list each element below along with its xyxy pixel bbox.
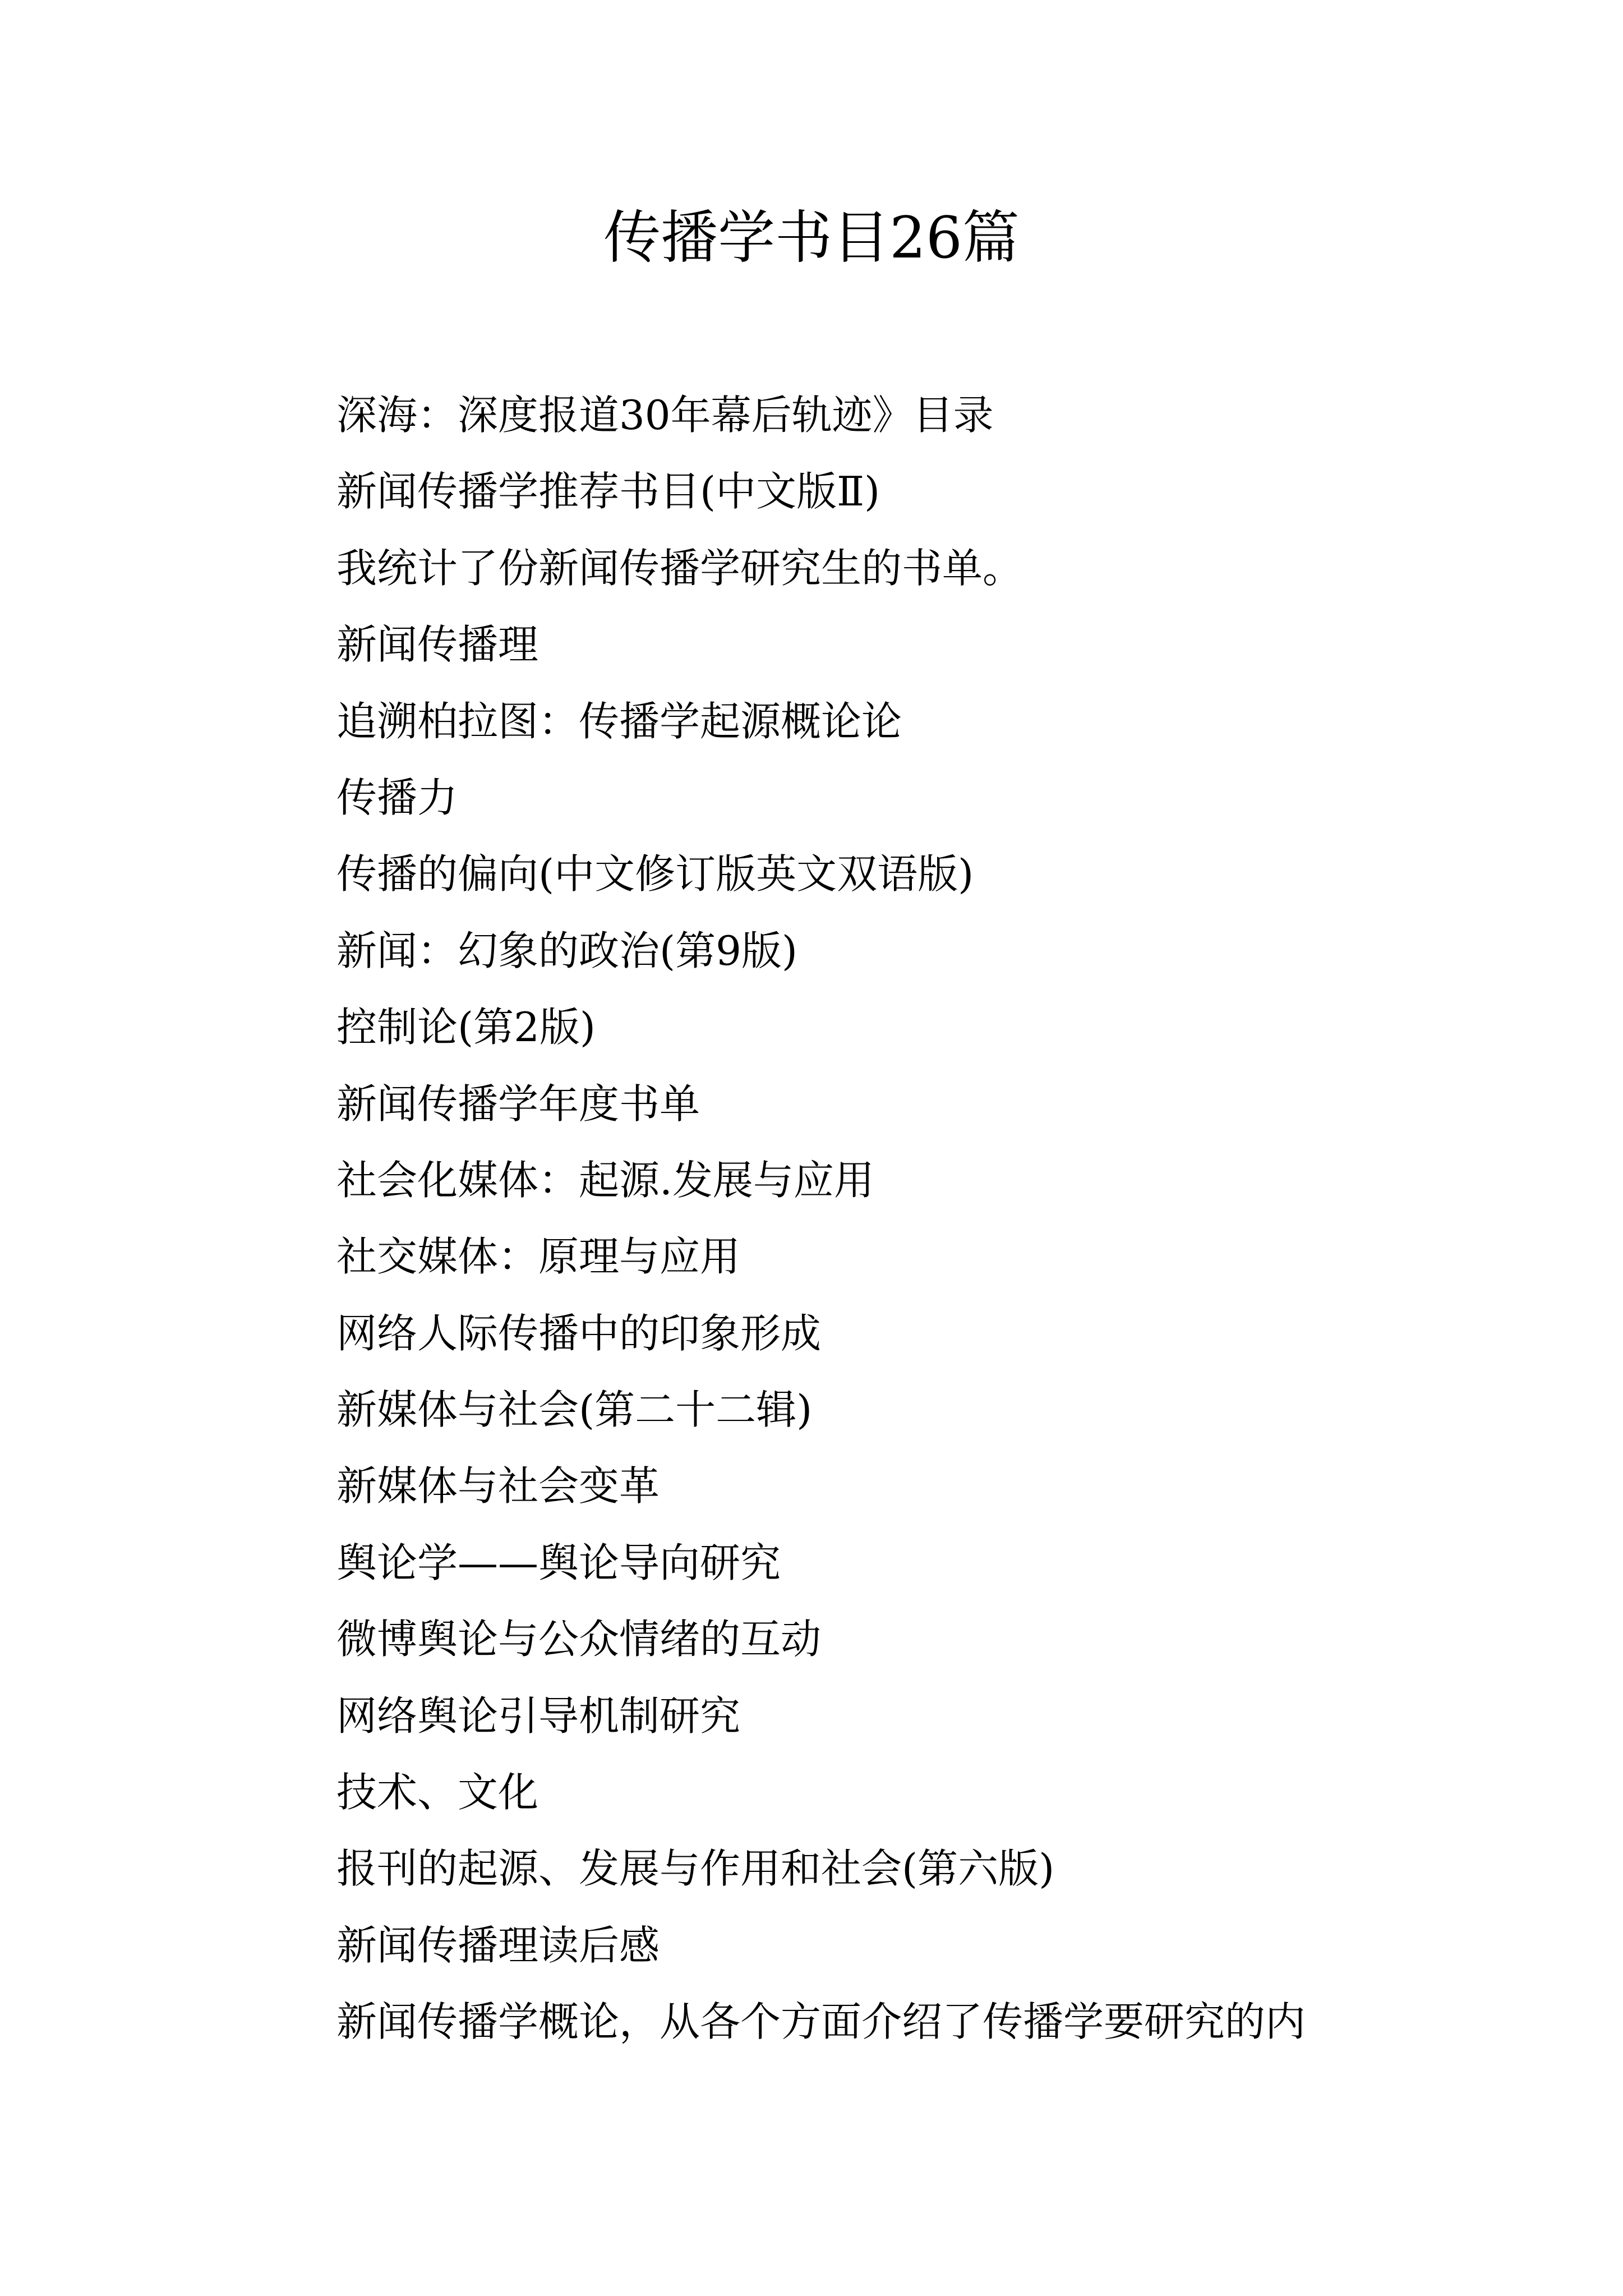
list-item: 舆论学——舆论导向研究 [336,1539,781,1586]
list-item: 网络舆论引导机制研究 [336,1692,741,1740]
list-item: 社会化媒体：起源.发展与应用 [336,1156,874,1204]
list-item: 控制论(第2版) [336,1004,596,1051]
list-item: 传播力 [336,774,458,821]
list-item: 传播的偏向(中文修订版英文双语版) [336,850,974,898]
list-item: 技术、文化 [336,1769,539,1816]
list-item: 新媒体与社会变革 [336,1462,660,1510]
list-item: 我统计了份新闻传播学研究生的书单。 [336,544,1023,592]
list-item: 深海：深度报道30年幕后轨迹》目录 [336,392,994,439]
list-item: 追溯柏拉图：传播学起源概论论 [336,697,902,745]
list-item: 新闻传播学概论，从各个方面介绍了传播学要研究的内 [336,1998,1306,2046]
list-item: 网络人际传播中的印象形成 [336,1309,822,1357]
list-item: 新闻传播理 [336,621,539,669]
list-item: 新闻传播学年度书单 [336,1080,700,1128]
list-item: 微博舆论与公众情绪的互动 [336,1616,822,1663]
list-item: 新媒体与社会(第二十二辑) [336,1386,813,1434]
list-item: 社交媒体：原理与应用 [336,1233,741,1281]
list-item: 新闻传播理读后感 [336,1921,660,1969]
document-title: 传播学书目26篇 [603,205,1020,272]
book-list [336,377,1306,2060]
list-item: 新闻：幻象的政治(第9版) [336,927,797,974]
list-item: 报刊的起源、发展与作用和社会(第六版) [336,1845,1055,1893]
list-item: 新闻传播学推荐书目(中文版Ⅱ) [336,468,880,516]
